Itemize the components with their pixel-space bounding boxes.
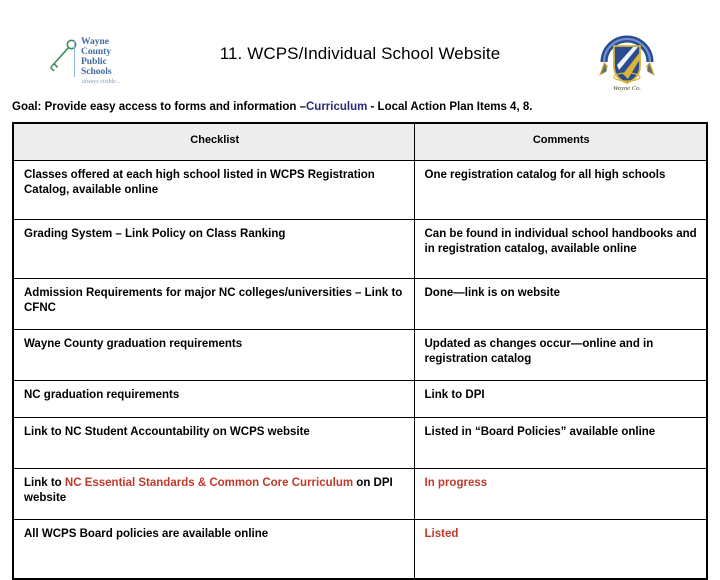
goal-suffix: - Local Action Plan Items 4, 8. [370, 101, 533, 113]
cell-checklist: Classes offered at each high school listed in WCPS Registration Catalog, available online [13, 161, 414, 220]
cell-checklist: Admission Requirements for major NC colleges/universities – Link to CFNC [13, 279, 414, 330]
cell-comment: Listed in “Board Policies” available online [414, 418, 707, 469]
cell-checklist: NC graduation requirements [13, 381, 414, 418]
cell-checklist: Link to NC Student Accountability on WCPS website [13, 418, 414, 469]
slide-header [0, 0, 720, 98]
logo-line-4: Schools [81, 67, 112, 77]
table-row [13, 469, 707, 520]
cell-comment: Updated as changes occur—online and in registration catalog [414, 330, 707, 381]
cell-comment: Listed [414, 520, 707, 580]
page-title: 11. WCPS/Individual School Website [219, 44, 501, 63]
logo-line-2: County [81, 47, 112, 57]
cell-comment: Can be found in individual school handbooks and in registration catalog, available online [414, 220, 707, 279]
cell-text-suffix: on DPI website [24, 477, 393, 504]
table-body [13, 161, 707, 580]
cell-comment: One registration catalog for all high schools [414, 161, 707, 220]
crest-motto: Wayne Co. [613, 85, 641, 92]
table-row [13, 330, 707, 381]
table-row [13, 279, 707, 330]
logo-tagline: always visible... [82, 79, 121, 85]
table-row [13, 418, 707, 469]
cell-checklist [13, 469, 414, 520]
goal-accent-curriculum: Curriculum [305, 101, 368, 113]
column-header-comments: Comments [414, 123, 707, 161]
goal-statement [12, 100, 712, 114]
cell-comment: Link to DPI [414, 381, 707, 418]
cell-comment: In progress [414, 469, 707, 520]
cell-text-highlight: NC Essential Standards & Common Core Curriculum [64, 477, 354, 489]
cell-checklist: Grading System – Link Policy on Class Ranking [13, 220, 414, 279]
logo-icon [41, 28, 145, 90]
table-row [13, 381, 707, 418]
logo-line-1: Wayne [81, 37, 109, 47]
table-row [13, 161, 707, 220]
goal-prefix: Goal: Provide easy access to forms and information – [12, 101, 306, 113]
table-row [13, 220, 707, 279]
school-crest-emblem [592, 22, 662, 94]
cell-text-prefix: Link to [24, 477, 65, 489]
checklist-table [12, 122, 708, 580]
cell-checklist: Wayne County graduation requirements [13, 330, 414, 381]
cell-comment: Done—link is on website [414, 279, 707, 330]
logo-line-3: Public [81, 57, 107, 67]
crest-icon [592, 22, 662, 94]
table-row [13, 520, 707, 580]
column-header-checklist: Checklist [13, 123, 414, 161]
cell-checklist: All WCPS Board policies are available online [13, 520, 414, 580]
table-header-row [13, 123, 707, 161]
wayne-county-public-schools-logo [41, 28, 145, 90]
